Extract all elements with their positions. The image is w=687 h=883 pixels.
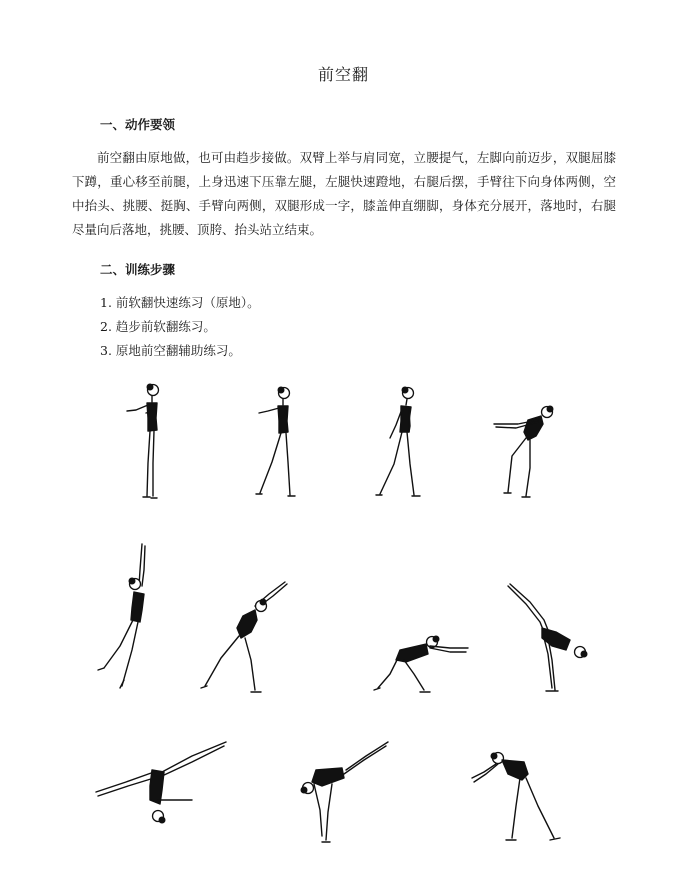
gymnast-figure-landing: [468, 748, 568, 848]
training-step-3: 3. 原地前空翻辅助练习。: [100, 343, 241, 358]
section-heading-training: 二、训练步骤: [100, 262, 176, 277]
gymnast-figure-lunge-reach: [195, 578, 295, 700]
gymnast-figure-arms-raised: [90, 540, 160, 695]
gymnast-figure-standing: [120, 378, 180, 508]
training-steps-list: [100, 291, 260, 363]
training-step-1: 1. 前软翻快速练习（原地）。: [100, 295, 260, 310]
gymnast-figure-walk: [372, 382, 432, 507]
technique-paragraph: 前空翻由原地做，也可由趋步接做。双臂上举与肩同宽，立腰提气，左脚向前迈步，双腿屈膝下蹲，重心移至前腿，上身迅速下压靠左腿，左腿快速蹬地，右腿后摆，手臂往下向身体两侧，空中抬头、挑腰、挺胸、手臂向两侧，双腿形成一字，膝盖伸直绷脚，身体充分展开，落地时，右腿尽量向后落地，挑腰、顶胯、抬头站立结束。: [72, 150, 616, 237]
gymnast-figure-backbend: [500, 580, 595, 700]
gymnast-figure-walkover: [292, 740, 392, 850]
gymnast-figure-step: [250, 382, 310, 507]
page-title: 前空翻: [317, 65, 369, 84]
section-heading-technique: 一、动作要领: [100, 117, 176, 132]
training-step-2: 2. 趋步前软翻练习。: [100, 319, 216, 334]
gymnast-figure-lunge: [488, 400, 563, 505]
gymnast-figure-crouch: [370, 630, 475, 702]
gymnast-figure-split: [92, 738, 232, 833]
